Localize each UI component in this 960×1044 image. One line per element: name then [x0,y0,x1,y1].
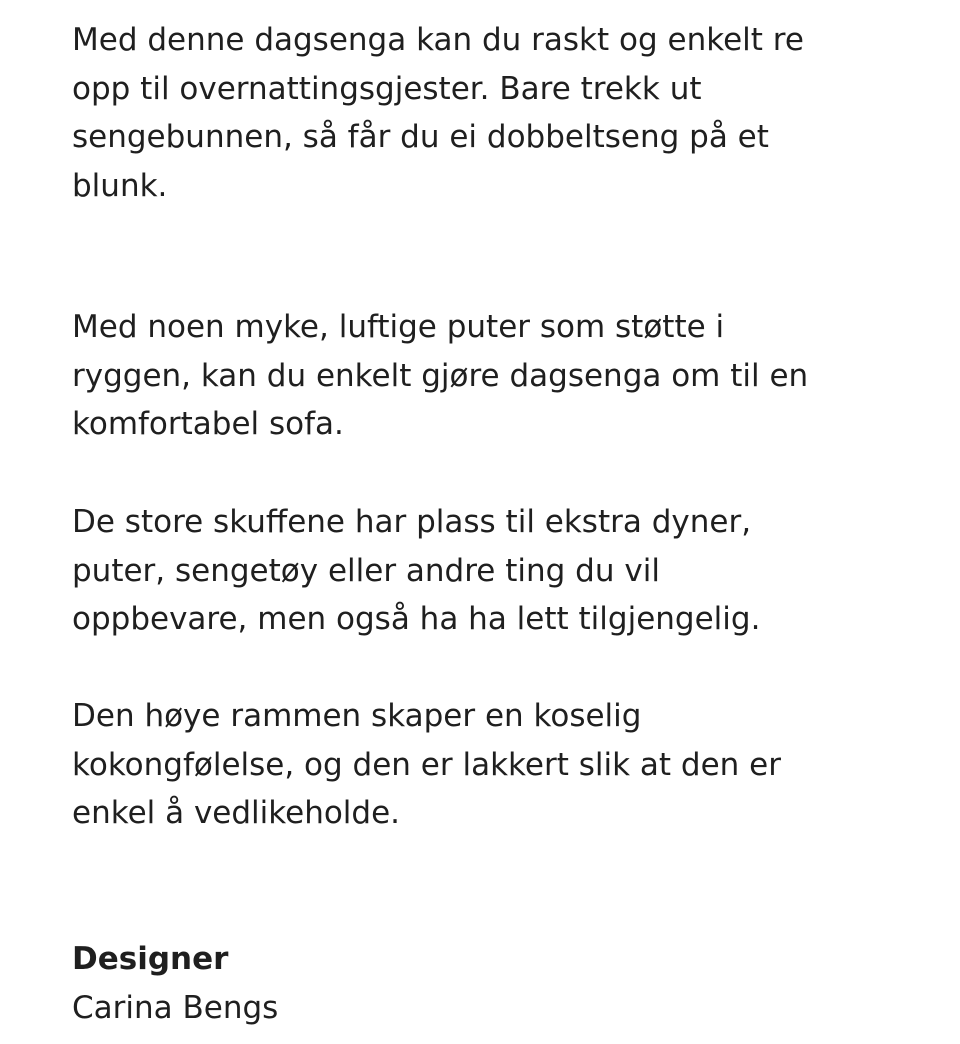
text-line: ryggen, kan du enkelt gjøre dagsenga om til en [72,357,809,394]
text-line: Med denne dagsenga kan du raskt og enkelt re [72,22,804,58]
designer-heading: Designer [72,941,229,977]
description-paragraph-2 [72,303,808,449]
text-line: enkel å vedlikeholde. [72,795,401,831]
text-line: Den høye rammen skaper en koselig [72,698,642,734]
text-line: sengebunnen, så får du ei dobbeltseng på et [72,119,769,155]
designer-section [72,935,278,1032]
text-line: puter, sengetøy eller andre ting du vil [72,552,660,589]
text-line: oppbevare, men også ha ha lett tilgjengelig. [72,601,761,637]
description-paragraph-1 [72,16,804,210]
text-line: blunk. [72,167,168,204]
designer-name: Carina Bengs [72,989,279,1026]
text-line: kokongfølelse, og den er lakkert slik at den er [72,746,781,783]
text-line: Med noen myke, luftige puter som støtte i [72,309,725,345]
description-paragraph-3 [72,498,760,644]
description-paragraph-4 [72,692,781,838]
text-line: komfortabel sofa. [72,406,344,442]
text-line: De store skuffene har plass til ekstra dyner, [72,504,752,540]
text-line: opp til overnattingsgjester. Bare trekk ut [72,70,702,107]
